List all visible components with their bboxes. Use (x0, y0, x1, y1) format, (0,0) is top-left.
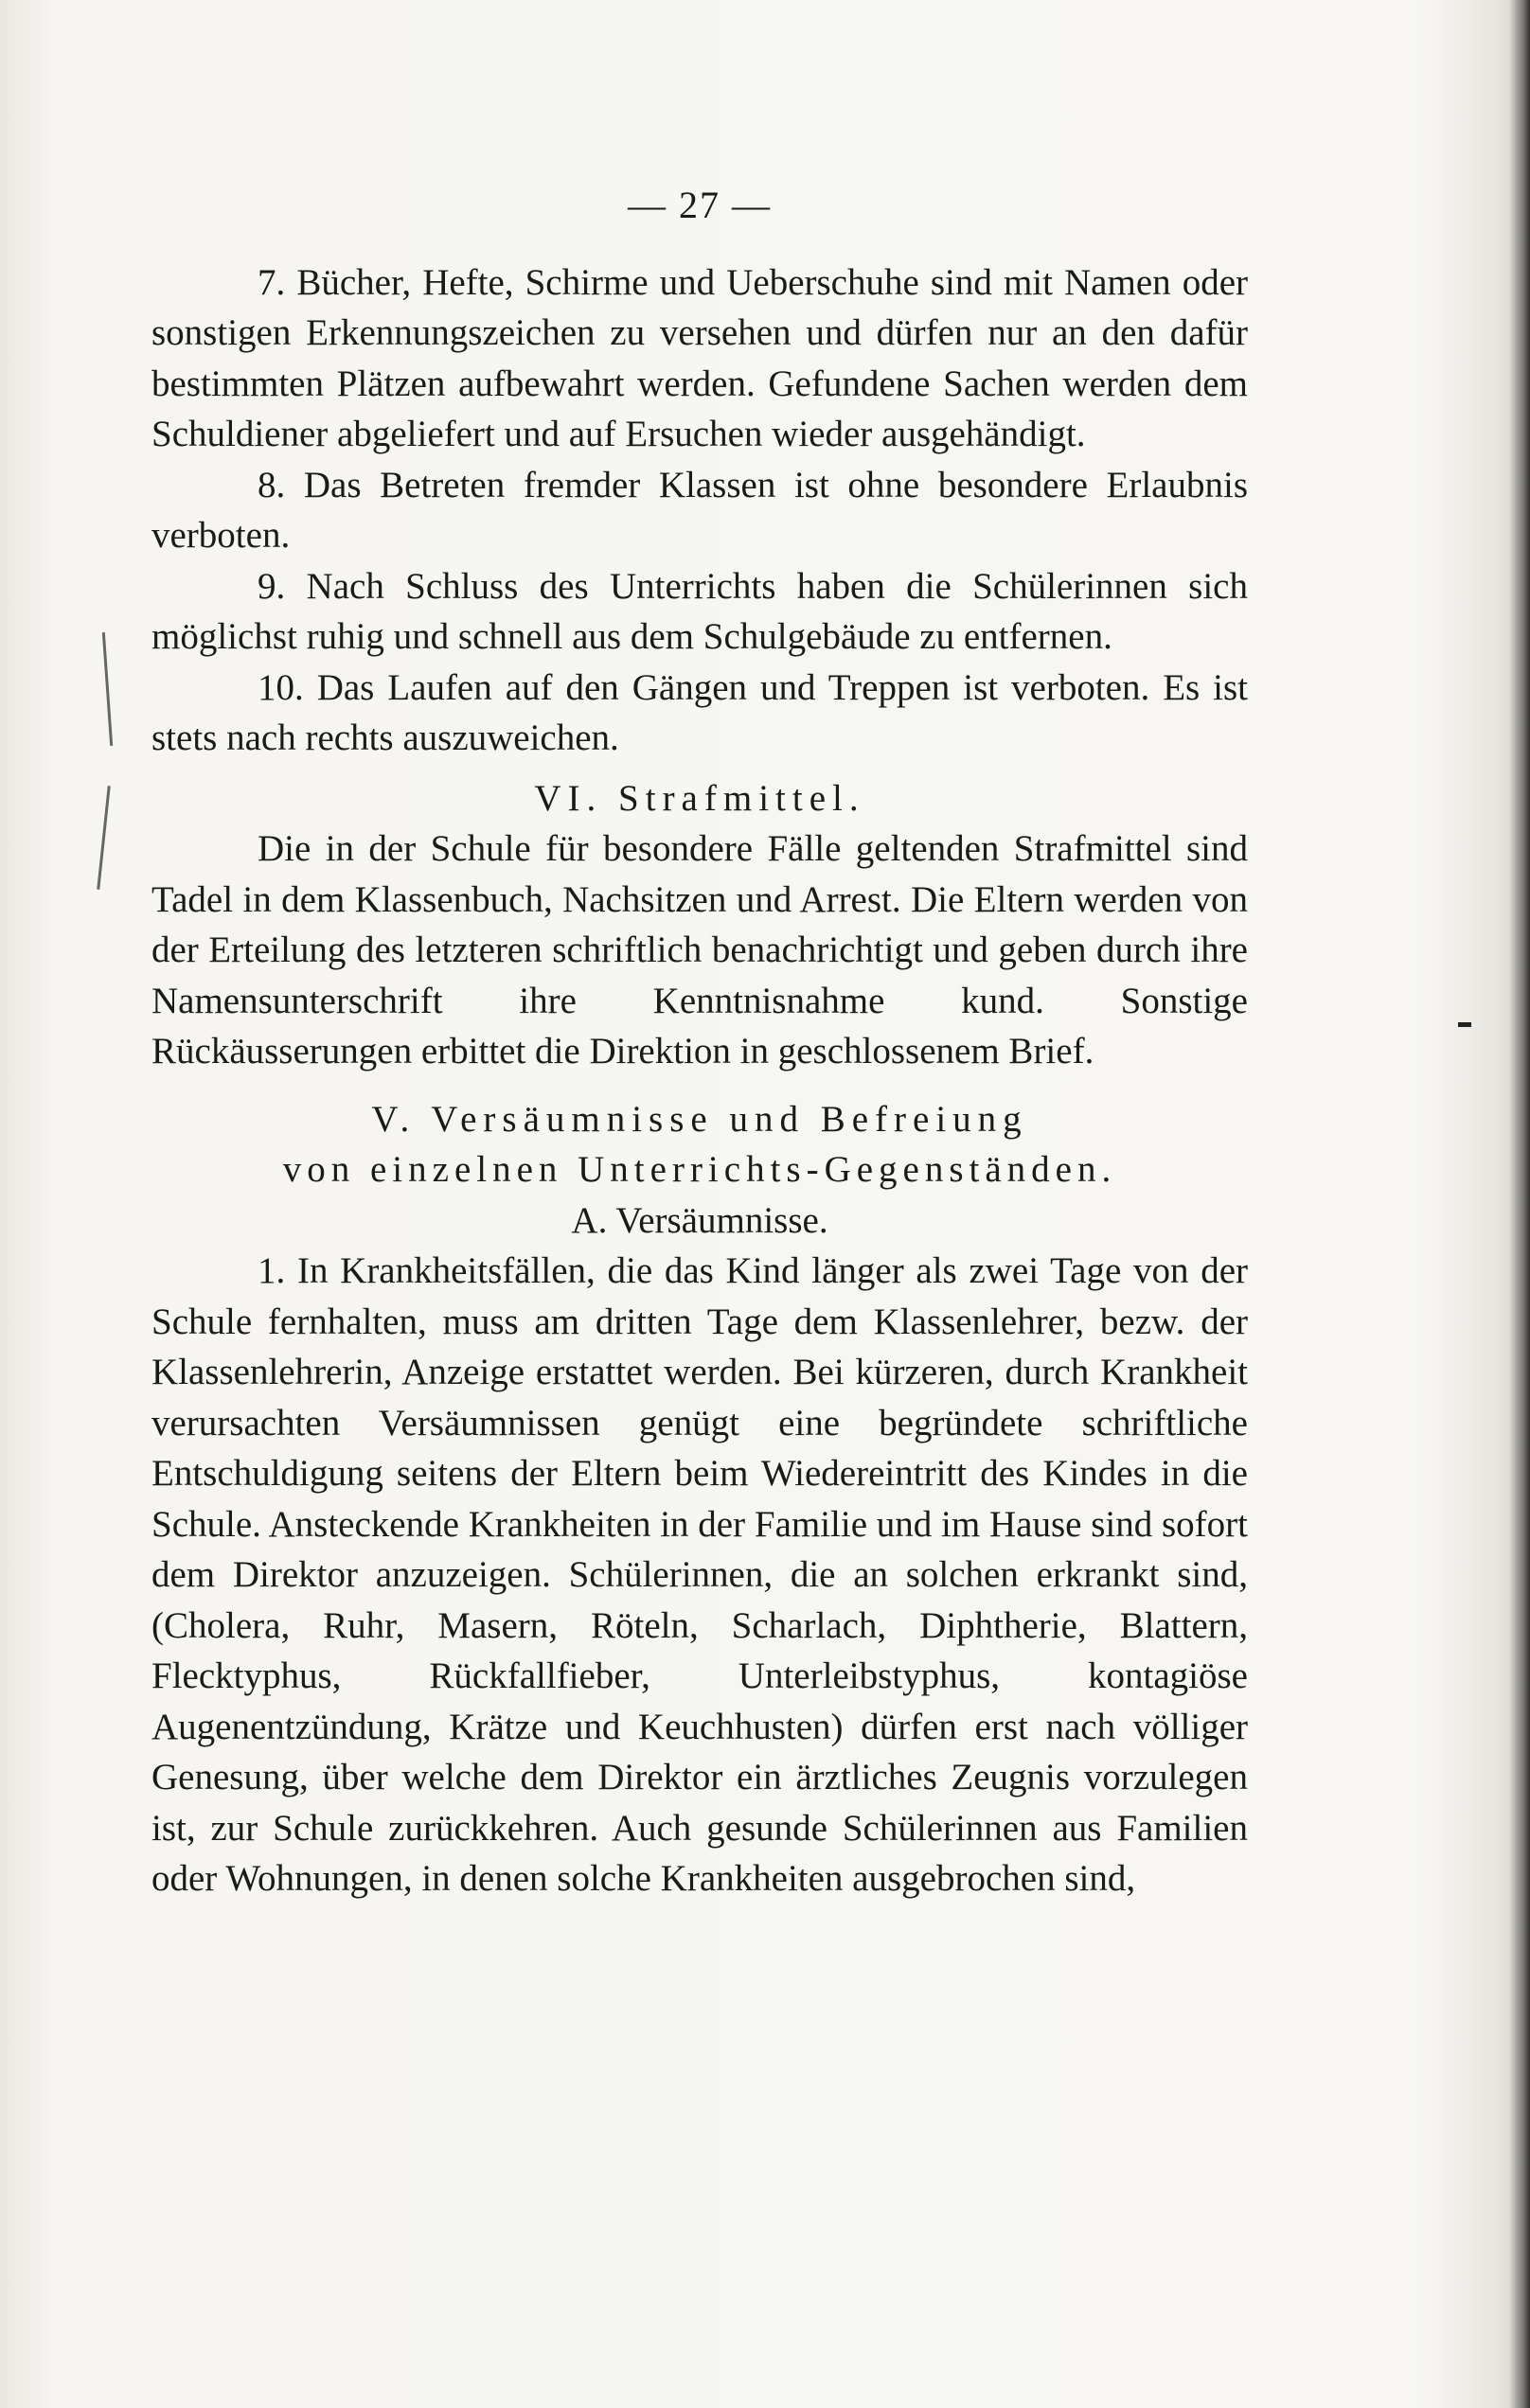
page-edge-shadow (1509, 0, 1530, 2408)
section-v-heading-line2: von einzelnen Unterrichts-Gegenständen. (282, 1149, 1117, 1190)
rule-8: 8. Das Betreten fremder Klassen ist ohne besondere Erlaubnis verboten. (151, 464, 1248, 556)
rule-7: 7. Bücher, Hefte, Schirme und Ueberschuhe sind mit Namen oder sonstigen Erkennungszeichen zu versehen und dürfen nur an den dafür bestimmten Plätzen aufbewahrt werden. Gefundene Sachen werden dem Schuldiener abgeliefert und auf Ersuchen wieder ausgehändigt. (151, 261, 1248, 454)
section-v-paragraph-1: 1. In Krankheitsfällen, die das Kind länger als zwei Tage von der Schule fernhalten, muss am dritten Tage dem Klassenlehrer, bezw. der Klassenlehrerin, Anzeige erstattet werden. Bei kürzeren, durch Krankheit verursachten Versäumnissen genügt eine begründete schriftliche Entschuldigung seitens der Eltern beim Wiedereintritt des Kindes in die Schule. Ansteckende Krankheiten in der Familie und im Hause sind sofort dem Direktor anzuzeigen. Schülerinnen, die an solchen erkrankt sind, (Cholera, Ruhr, Masern, Röteln, Scharlach, Diphtherie, Blattern, Flecktyphus, Rückfallfieber, Unterleibstyphus, kontagiöse Augenentzündung, Krätze und Keuchhusten) dürfen erst nach völliger Genesung, über welche dem Direktor ein ärztliches Zeugnis vorzulegen ist, zur Schule zurückkehren. Auch gesunde Schülerinnen aus Familien oder Wohnungen, in denen solche Krankheiten ausgebrochen sind, (151, 1250, 1248, 1899)
margin-mark (102, 632, 113, 746)
page-number: — 27 — (628, 184, 772, 226)
section-v-heading-line1: V. Versäumnisse und Befreiung (371, 1098, 1028, 1140)
section-vi-paragraph: Die in der Schule für besondere Fälle geltenden Strafmittel sind Tadel in dem Klassenbuch, Nachsitzen und Arrest. Die Eltern werden von der Erteilung des letzteren schriftlich benachrichtigt und geben durch ihre Namensunterschrift ihre Kenntnisnahme kund. Sonstige Rückäusserungen erbittet die Direktion in geschlossenem Brief. (151, 828, 1248, 1071)
section-vi-heading: VI. Strafmittel. (534, 777, 865, 819)
rule-10: 10. Das Laufen auf den Gängen und Treppen ist verboten. Es ist stets nach rechts auszuweichen. (151, 666, 1248, 758)
rule-9: 9. Nach Schluss des Unterrichts haben die Schülerinnen sich möglichst ruhig und schnell aus dem Schulgebäude zu entfernen. (151, 565, 1248, 657)
margin-mark (97, 786, 110, 890)
section-v-subheading: A. Versäumnisse. (571, 1199, 828, 1241)
margin-mark (1458, 1022, 1471, 1027)
page-text (151, 180, 1248, 1904)
